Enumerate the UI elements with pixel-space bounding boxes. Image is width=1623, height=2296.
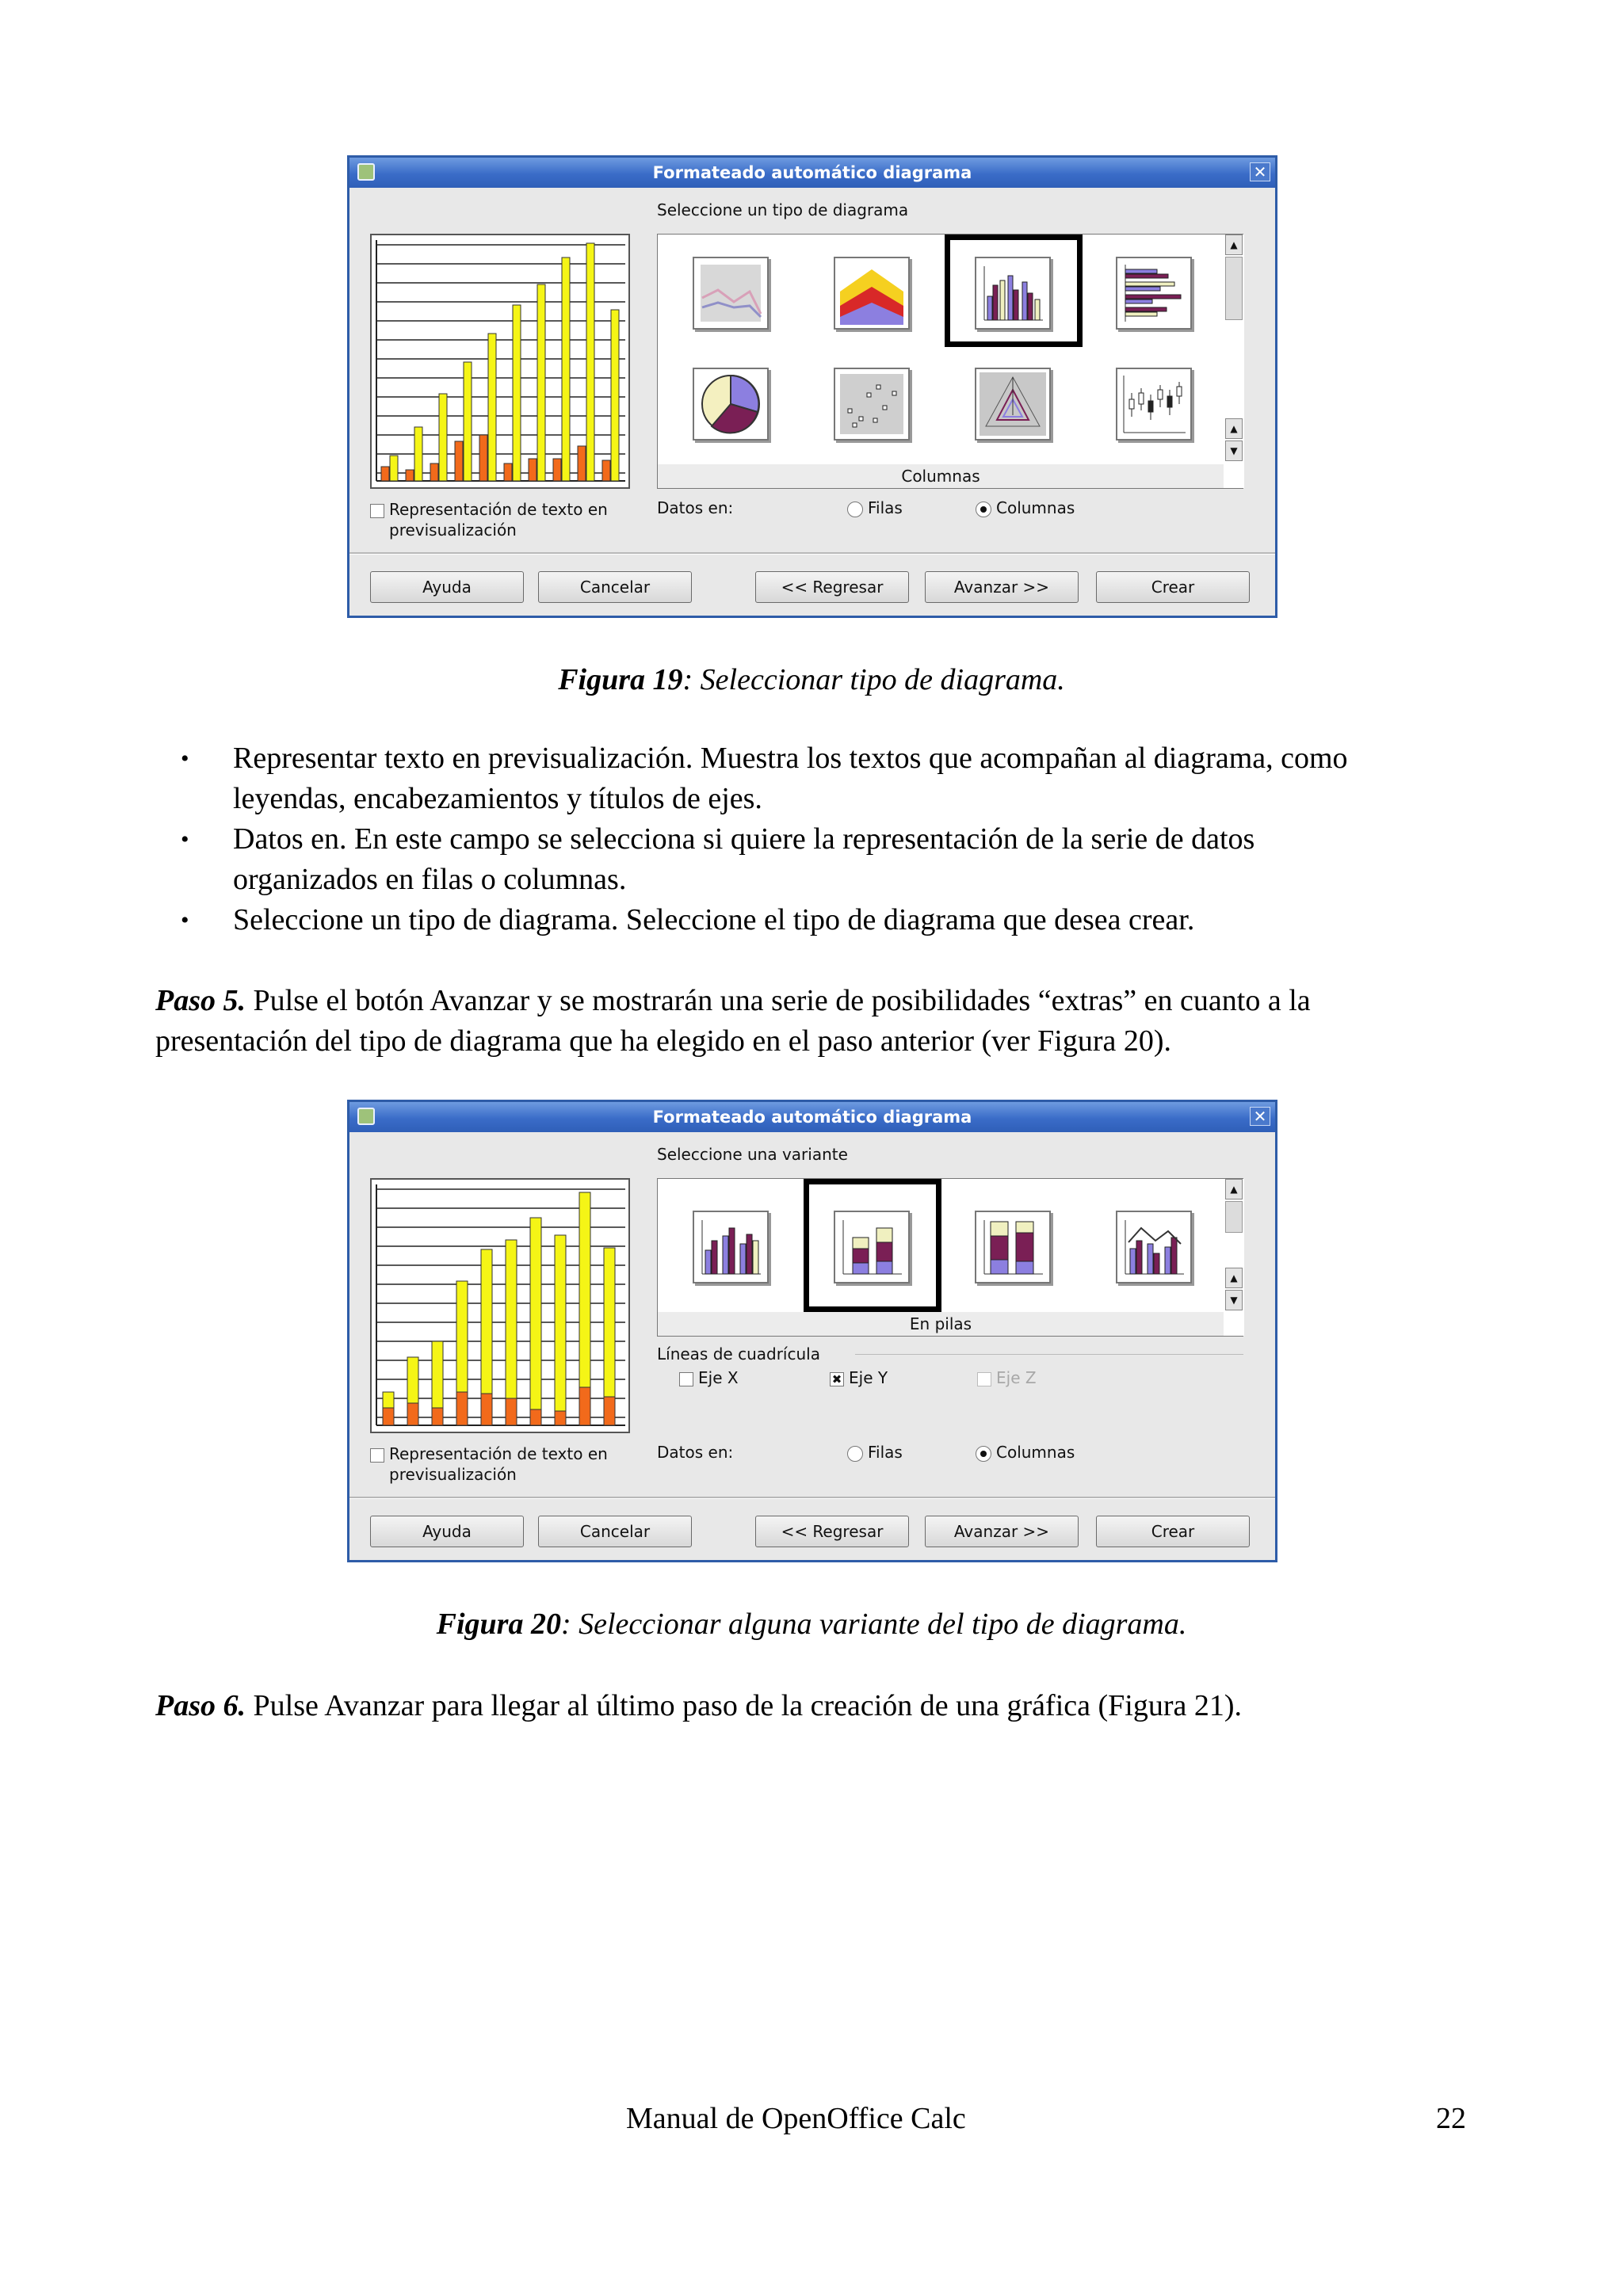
chart-type-panel (657, 234, 1243, 489)
checkbox-box[interactable] (679, 1372, 693, 1386)
checkbox-box[interactable] (370, 504, 384, 518)
list-item-line: Representar texto en previsualización. Muestra los textos que acompañan al diagrama, como (233, 742, 1348, 775)
preview-bar-yellow (562, 257, 570, 481)
preview-stack-yellow (456, 1281, 468, 1392)
preview-stack-orange (383, 1408, 394, 1425)
scroll-down-icon[interactable]: ▼ (1225, 441, 1243, 461)
preview-bar-yellow (488, 334, 496, 481)
preview-bar-orange (578, 446, 586, 481)
preview-stack-orange (481, 1394, 492, 1425)
radio-label: Columnas (996, 1443, 1075, 1462)
preview-bar-orange (381, 467, 389, 481)
list-item (181, 738, 1465, 819)
preview-stack-yellow (555, 1235, 566, 1411)
list-item-line: organizados en filas o columnas. (233, 863, 627, 896)
preview-bar-orange (529, 459, 537, 481)
preview-stack-orange (506, 1398, 517, 1425)
figure-text: : Seleccionar alguna variante del tipo de diagrama. (560, 1608, 1187, 1641)
scroll-down-icon[interactable]: ▼ (1225, 1290, 1243, 1310)
radio-button[interactable] (976, 502, 991, 517)
chart-variant-dialog (347, 1100, 1277, 1562)
create-button[interactable]: Crear (1096, 571, 1250, 603)
preview-bar-orange (455, 441, 463, 481)
area-chart-icon[interactable] (834, 257, 910, 330)
chart-preview (370, 234, 630, 489)
filas-radio[interactable] (847, 1443, 903, 1462)
list-item (181, 900, 1465, 940)
columnas-radio[interactable] (976, 498, 1075, 517)
xy-scatter-icon[interactable] (834, 368, 910, 441)
preview-bar-yellow (586, 243, 594, 481)
preview-stack-orange (432, 1408, 443, 1425)
radio-button[interactable] (976, 1446, 991, 1462)
button-separator (349, 1497, 1275, 1499)
help-button[interactable]: Ayuda (370, 1516, 524, 1547)
bullet-icon: • (181, 746, 189, 772)
chart-type-caption: Columnas (658, 464, 1224, 488)
help-button[interactable]: Ayuda (370, 571, 524, 603)
cancel-button[interactable]: Cancelar (538, 1516, 692, 1547)
preview-stack-orange (604, 1397, 615, 1425)
show-text-checkbox[interactable] (370, 1444, 608, 1463)
checkbox-label: Representación de texto en (389, 1444, 608, 1463)
paso-5-paragraph (155, 981, 1487, 1062)
percent-stacked-icon[interactable] (975, 1211, 1051, 1283)
paso-6-paragraph (155, 1686, 1487, 1726)
stock-chart-icon[interactable] (1116, 368, 1192, 441)
radio-label: Filas (868, 1443, 903, 1462)
preview-bar-yellow (464, 362, 472, 481)
scroll-up-icon[interactable]: ▲ (1225, 1179, 1243, 1199)
preview-stack-orange (530, 1409, 541, 1425)
scrollbar[interactable] (1225, 1179, 1244, 1336)
preview-bar-yellow (390, 456, 398, 481)
normal-columns-icon[interactable] (693, 1211, 769, 1283)
preview-stack-yellow (604, 1248, 615, 1397)
preview-bar-yellow (513, 305, 521, 481)
selected-frame (945, 235, 1083, 347)
chart-autoformat-dialog-step (347, 155, 1277, 618)
preview-stack-yellow (383, 1392, 394, 1408)
preview-bar-orange (479, 435, 487, 481)
list-item-line: Seleccione un tipo de diagrama. Seleccione el tipo de diagrama que desea crear. (233, 903, 1195, 936)
scroll-up-icon[interactable]: ▲ (1225, 418, 1243, 439)
chart-preview (370, 1178, 630, 1433)
preview-bar-orange (430, 463, 438, 481)
checkbox-box (977, 1372, 991, 1386)
scroll-up-icon[interactable]: ▲ (1225, 1268, 1243, 1288)
variant-caption: En pilas (658, 1312, 1224, 1336)
preview-stack-orange (456, 1392, 468, 1425)
step-label: Paso 5. (155, 984, 246, 1017)
scroll-thumb[interactable] (1225, 1201, 1243, 1233)
figure-label: Figura 19 (558, 663, 683, 696)
variant-panel (657, 1178, 1243, 1337)
preview-bar-yellow (537, 284, 545, 481)
bullet-icon: • (181, 907, 189, 933)
list-item-line: leyendas, encabezamientos y títulos de ejes. (233, 782, 762, 815)
selected-frame (804, 1179, 941, 1312)
checkbox-label-line2: previsualización (389, 1465, 517, 1484)
eje-x-checkbox[interactable] (679, 1368, 739, 1387)
footer-title: Manual de OpenOffice Calc (626, 2102, 966, 2135)
pie-chart-icon[interactable] (693, 368, 769, 441)
preview-stack-orange (407, 1403, 418, 1425)
bullet-icon: • (181, 826, 189, 852)
dialog-titlebar (349, 158, 1275, 188)
radio-button[interactable] (847, 1446, 863, 1462)
checkbox-label: Representación de texto en (389, 500, 608, 519)
figure-text: : Seleccionar tipo de diagrama. (682, 663, 1065, 696)
dialog-title: Formateado automático diagrama (652, 1108, 972, 1127)
figure-label: Figura 20 (436, 1608, 561, 1641)
grid-group (657, 1344, 1243, 1392)
columnas-radio[interactable] (976, 1443, 1075, 1462)
checkbox-label: Eje Z (996, 1368, 1037, 1387)
eje-y-checkbox[interactable] (830, 1368, 888, 1387)
dialog-titlebar (349, 1102, 1275, 1132)
list-item-line: Datos en. En este campo se selecciona si quiere la representación de la serie de datos (233, 822, 1255, 856)
radio-label: Filas (868, 498, 903, 517)
preview-stack-orange (579, 1387, 590, 1425)
preview-chart-svg (372, 235, 628, 487)
checkbox-box[interactable]: ✖ (830, 1372, 844, 1386)
section-label: Seleccione una variante (657, 1145, 848, 1164)
calc-app-icon (357, 1108, 375, 1125)
preview-bar-orange (406, 470, 414, 481)
paragraph-line (155, 981, 1487, 1021)
preview-stack-yellow (481, 1249, 492, 1394)
step-text: Pulse el botón Avanzar y se mostrarán una serie de posibilidades “extras” en cuanto a la (246, 984, 1311, 1017)
columns-and-lines-icon[interactable] (1116, 1211, 1192, 1283)
dialog-title: Formateado automático diagrama (652, 163, 972, 182)
checkbox-label-line2: previsualización (389, 521, 517, 540)
line-chart-icon[interactable] (693, 257, 769, 330)
preview-stack-orange (555, 1411, 566, 1425)
scroll-up-icon[interactable]: ▲ (1225, 235, 1243, 255)
section-label: Seleccione un tipo de diagrama (657, 200, 909, 219)
grid-group-line (855, 1354, 1243, 1355)
cancel-button[interactable]: Cancelar (538, 571, 692, 603)
button-separator (349, 552, 1275, 555)
scrollbar[interactable] (1225, 235, 1244, 488)
filas-radio[interactable] (847, 498, 903, 517)
grid-label: Líneas de cuadrícula (657, 1344, 820, 1363)
preview-stack-yellow (579, 1192, 590, 1387)
checkbox-label: Eje Y (849, 1368, 888, 1387)
preview-stack-yellow (407, 1357, 418, 1403)
figure-19-caption (0, 662, 1623, 697)
back-button[interactable]: << Regresar (755, 571, 909, 603)
show-text-checkbox[interactable] (370, 500, 608, 519)
radio-label: Columnas (996, 498, 1075, 517)
calc-app-icon (357, 163, 375, 181)
figure-20-caption (0, 1607, 1623, 1642)
next-button[interactable]: Avanzar >> (925, 1516, 1079, 1547)
preview-stack-yellow (432, 1341, 443, 1408)
radio-button[interactable] (847, 502, 863, 517)
eje-z-checkbox (977, 1368, 1037, 1387)
preview-stack-yellow (506, 1240, 517, 1398)
checkbox-box[interactable] (370, 1448, 384, 1463)
checkbox-label: Eje X (698, 1368, 739, 1387)
datos-en-label: Datos en: (657, 1443, 734, 1462)
preview-bar-yellow (611, 310, 619, 481)
preview-stack-yellow (530, 1218, 541, 1409)
preview-bar-orange (553, 459, 561, 481)
close-icon[interactable]: ✕ (1250, 1107, 1270, 1126)
preview-bar-orange (602, 460, 610, 481)
step-label: Paso 6. (155, 1689, 246, 1722)
preview-bar-yellow (414, 427, 422, 481)
list-item (181, 819, 1465, 900)
scroll-thumb[interactable] (1225, 257, 1243, 320)
datos-en-label: Datos en: (657, 498, 734, 517)
step-text: Pulse Avanzar para llegar al último paso de la creación de una gráfica (Figura 21). (246, 1689, 1243, 1722)
bar-chart-icon[interactable] (1116, 257, 1192, 330)
next-button[interactable]: Avanzar >> (925, 571, 1079, 603)
create-button[interactable]: Crear (1096, 1516, 1250, 1547)
paragraph-line: presentación del tipo de diagrama que ha elegido en el paso anterior (ver Figura 20). (155, 1024, 1172, 1058)
bullet-list (181, 738, 1465, 940)
page-number: 22 (1436, 2102, 1466, 2135)
close-icon[interactable]: ✕ (1250, 162, 1270, 181)
preview-bar-orange (504, 463, 512, 481)
preview-chart-svg (372, 1180, 628, 1432)
net-chart-icon[interactable] (975, 368, 1051, 441)
preview-bar-yellow (439, 394, 447, 481)
back-button[interactable]: << Regresar (755, 1516, 909, 1547)
